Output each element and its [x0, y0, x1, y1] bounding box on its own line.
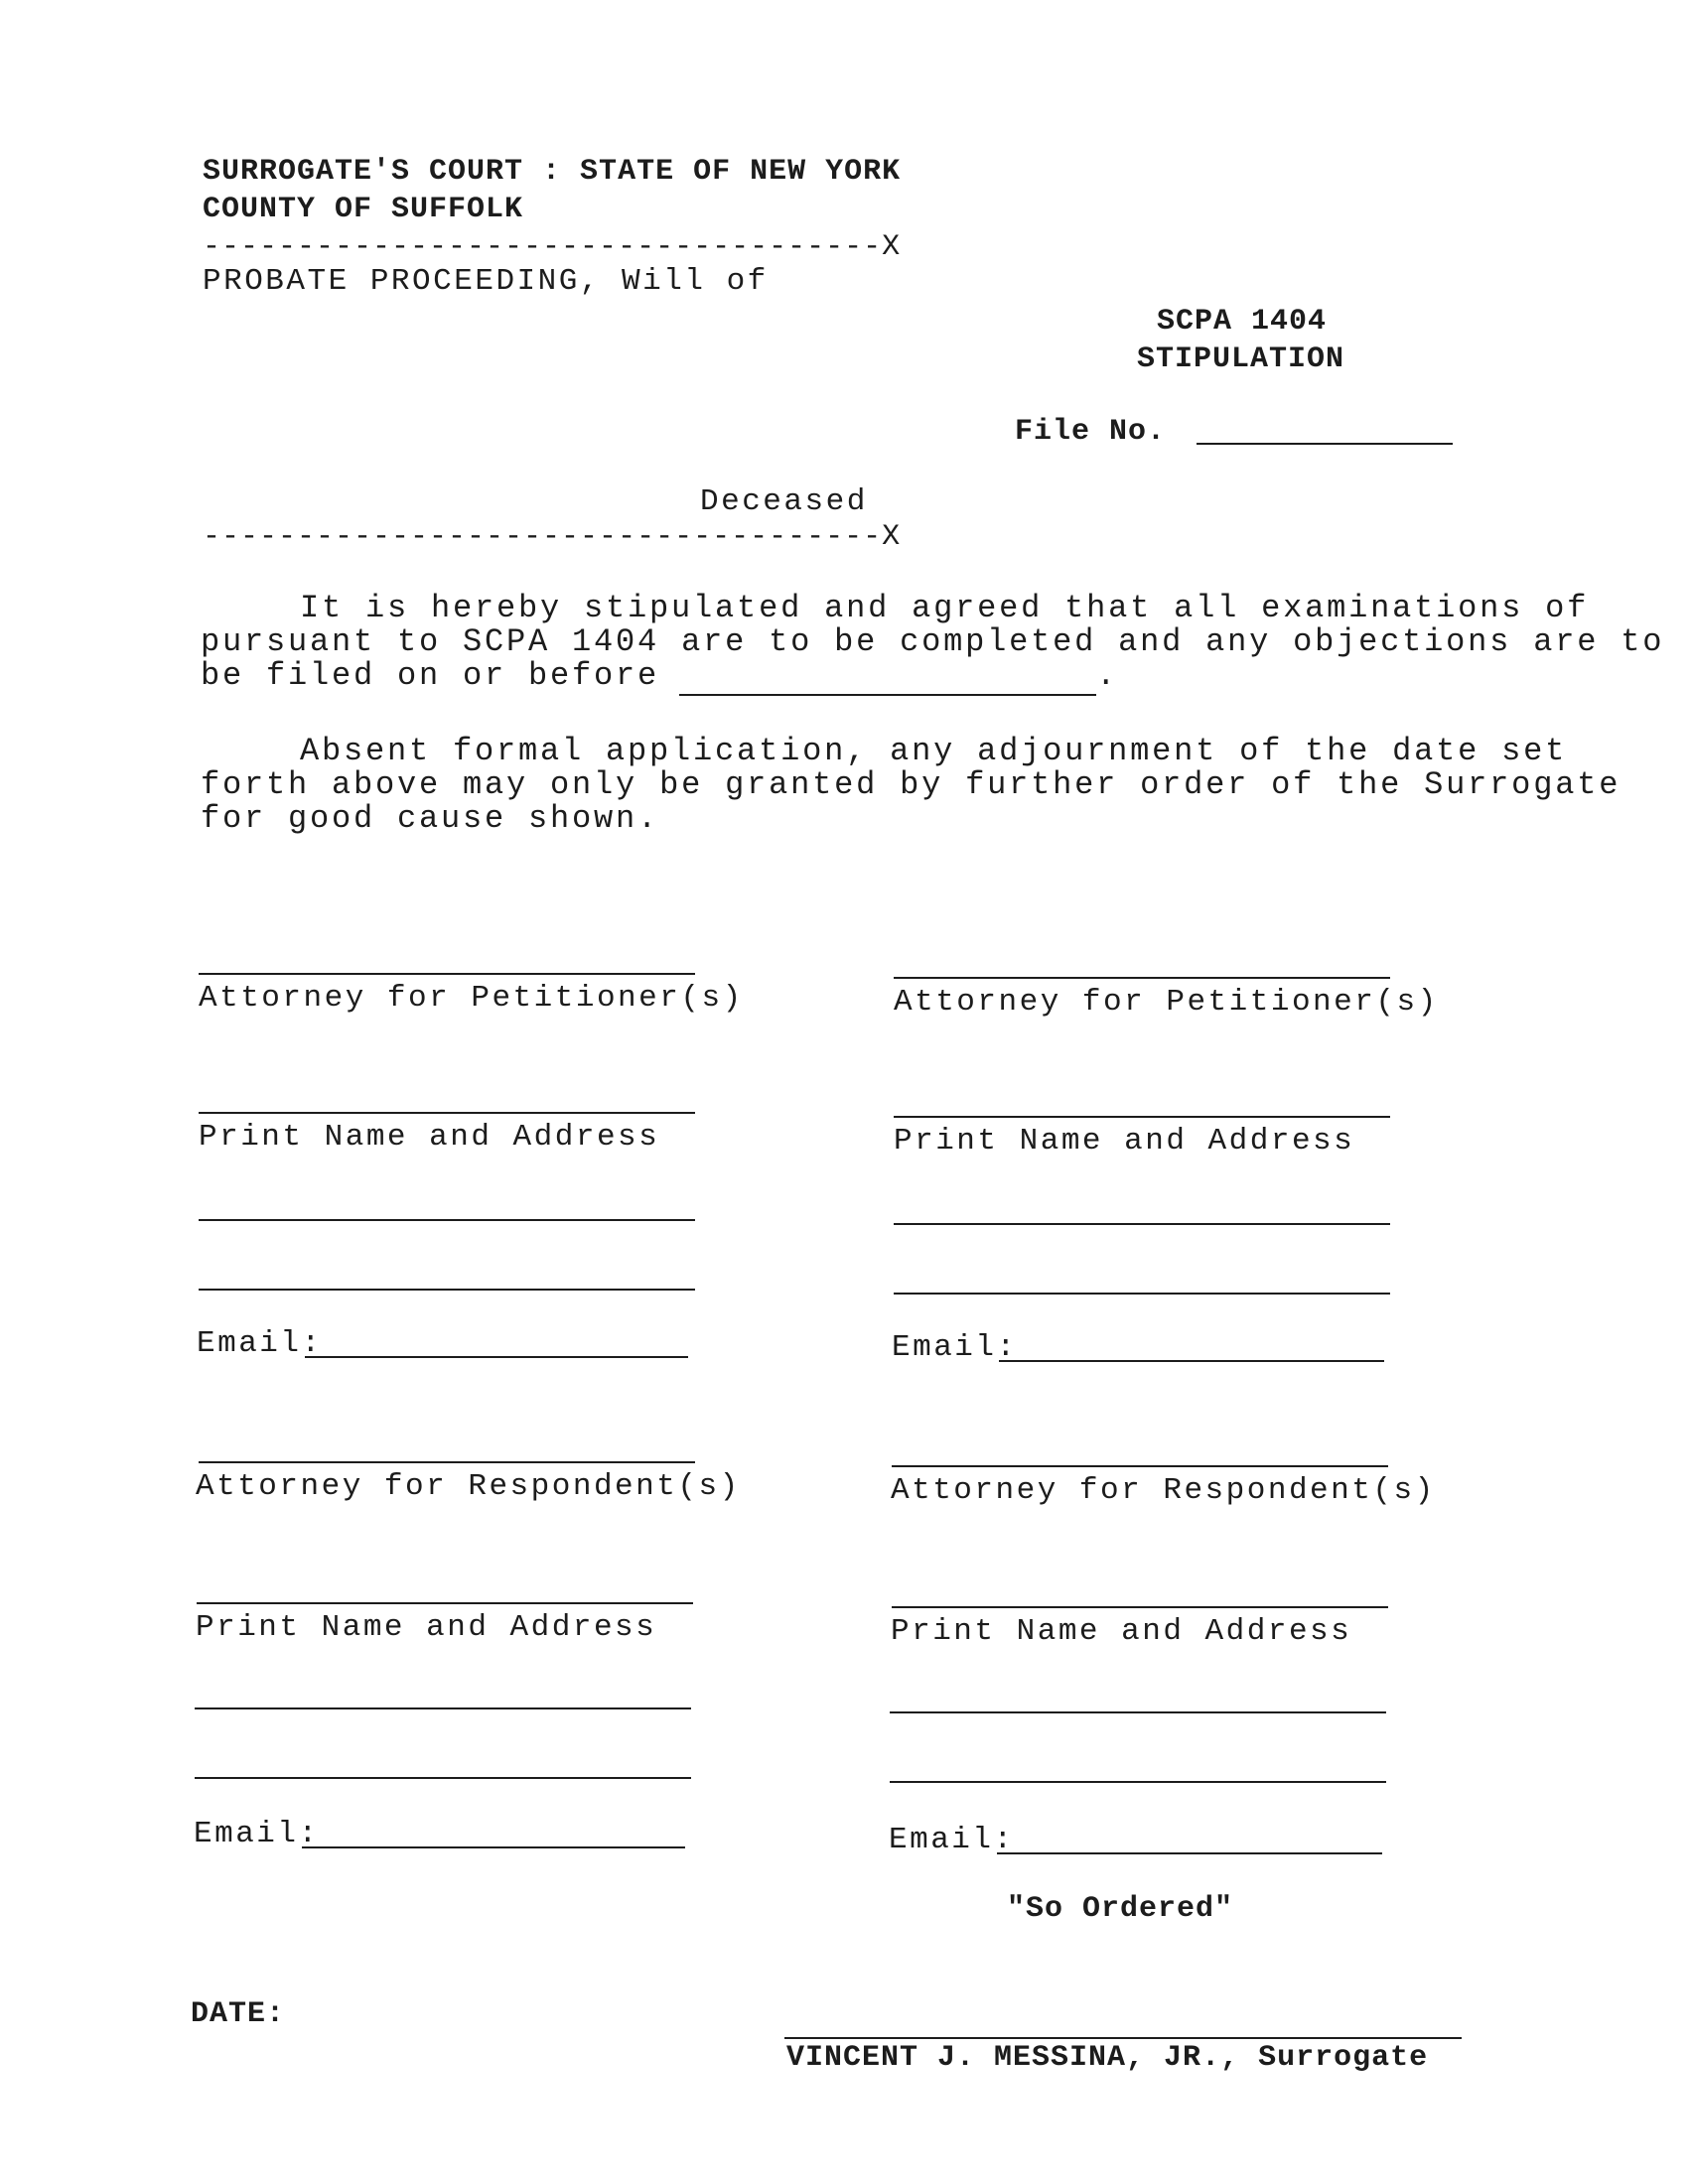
right-respondent-name-line[interactable] — [892, 1606, 1388, 1608]
right-respondent-email-field[interactable] — [997, 1852, 1382, 1854]
left-respondent-signature-line[interactable] — [199, 1461, 695, 1463]
stipulation-title: STIPULATION — [1137, 342, 1345, 376]
deadline-suffix: . — [1096, 657, 1119, 694]
left-respondent-address-line-2[interactable] — [195, 1777, 691, 1779]
surrogate-signature-line[interactable] — [784, 2037, 1462, 2039]
right-respondent-email-label: Email: — [889, 1823, 1015, 1857]
left-petitioner-signature-line[interactable] — [199, 973, 695, 975]
deadline-prefix: be filed on or before — [201, 657, 660, 694]
file-number-label: File No. — [1015, 415, 1167, 449]
so-ordered-label: "So Ordered" — [1007, 1892, 1234, 1926]
deceased-label: Deceased — [700, 484, 868, 519]
right-respondent-label: Attorney for Respondent(s) — [891, 1473, 1436, 1508]
left-petitioner-print-label: Print Name and Address — [199, 1120, 660, 1155]
statute-label: SCPA 1404 — [1157, 305, 1328, 339]
surrogate-name: VINCENT J. MESSINA, JR., Surrogate — [786, 2041, 1429, 2075]
date-label: DATE: — [191, 1997, 286, 2031]
proceeding-label: PROBATE PROCEEDING, Will of — [203, 264, 769, 299]
left-respondent-name-line[interactable] — [197, 1602, 693, 1604]
right-petitioner-email-label: Email: — [892, 1330, 1018, 1365]
left-respondent-print-label: Print Name and Address — [196, 1610, 657, 1645]
left-respondent-email-field[interactable] — [302, 1846, 685, 1848]
left-respondent-address-line-1[interactable] — [195, 1707, 691, 1709]
right-respondent-print-label: Print Name and Address — [891, 1614, 1352, 1649]
left-respondent-label: Attorney for Respondent(s) — [196, 1469, 741, 1504]
paragraph-1-line-2: pursuant to SCPA 1404 are to be completed and any objections are to — [201, 623, 1665, 660]
deadline-date-field[interactable] — [679, 657, 1096, 696]
paragraph-1-line-1: It is hereby stipulated and agreed that all examinations of — [300, 590, 1590, 626]
left-petitioner-label: Attorney for Petitioner(s) — [199, 981, 744, 1016]
paragraph-2-line-1: Absent formal application, any adjournment of the date set — [300, 733, 1568, 769]
right-petitioner-label: Attorney for Petitioner(s) — [894, 985, 1439, 1020]
right-respondent-address-line-2[interactable] — [890, 1781, 1386, 1783]
right-petitioner-address-line-1[interactable] — [894, 1223, 1390, 1225]
right-petitioner-signature-line[interactable] — [894, 977, 1390, 979]
paragraph-1-line-3 — [201, 657, 1118, 696]
file-number-field[interactable] — [1197, 443, 1453, 445]
right-petitioner-address-line-2[interactable] — [894, 1293, 1390, 1295]
paragraph-2-line-2: forth above may only be granted by further order of the Surrogate — [201, 766, 1622, 803]
right-petitioner-email-field[interactable] — [999, 1360, 1384, 1362]
left-respondent-email-label: Email: — [194, 1817, 320, 1851]
left-petitioner-name-line[interactable] — [199, 1112, 695, 1114]
caption-divider-bottom: ------------------------------------X — [203, 520, 902, 554]
county-title: COUNTY OF SUFFOLK — [203, 193, 524, 226]
right-respondent-address-line-1[interactable] — [890, 1711, 1386, 1713]
right-respondent-signature-line[interactable] — [892, 1465, 1388, 1467]
caption-divider-top: ------------------------------------X — [203, 230, 902, 264]
left-petitioner-email-field[interactable] — [305, 1356, 688, 1358]
right-petitioner-print-label: Print Name and Address — [894, 1124, 1355, 1159]
left-petitioner-address-line-1[interactable] — [199, 1219, 695, 1221]
right-petitioner-name-line[interactable] — [894, 1116, 1390, 1118]
court-title: SURROGATE'S COURT : STATE OF NEW YORK — [203, 155, 902, 189]
left-petitioner-address-line-2[interactable] — [199, 1289, 695, 1291]
left-petitioner-email-label: Email: — [197, 1326, 323, 1361]
paragraph-2-line-3: for good cause shown. — [201, 800, 660, 837]
